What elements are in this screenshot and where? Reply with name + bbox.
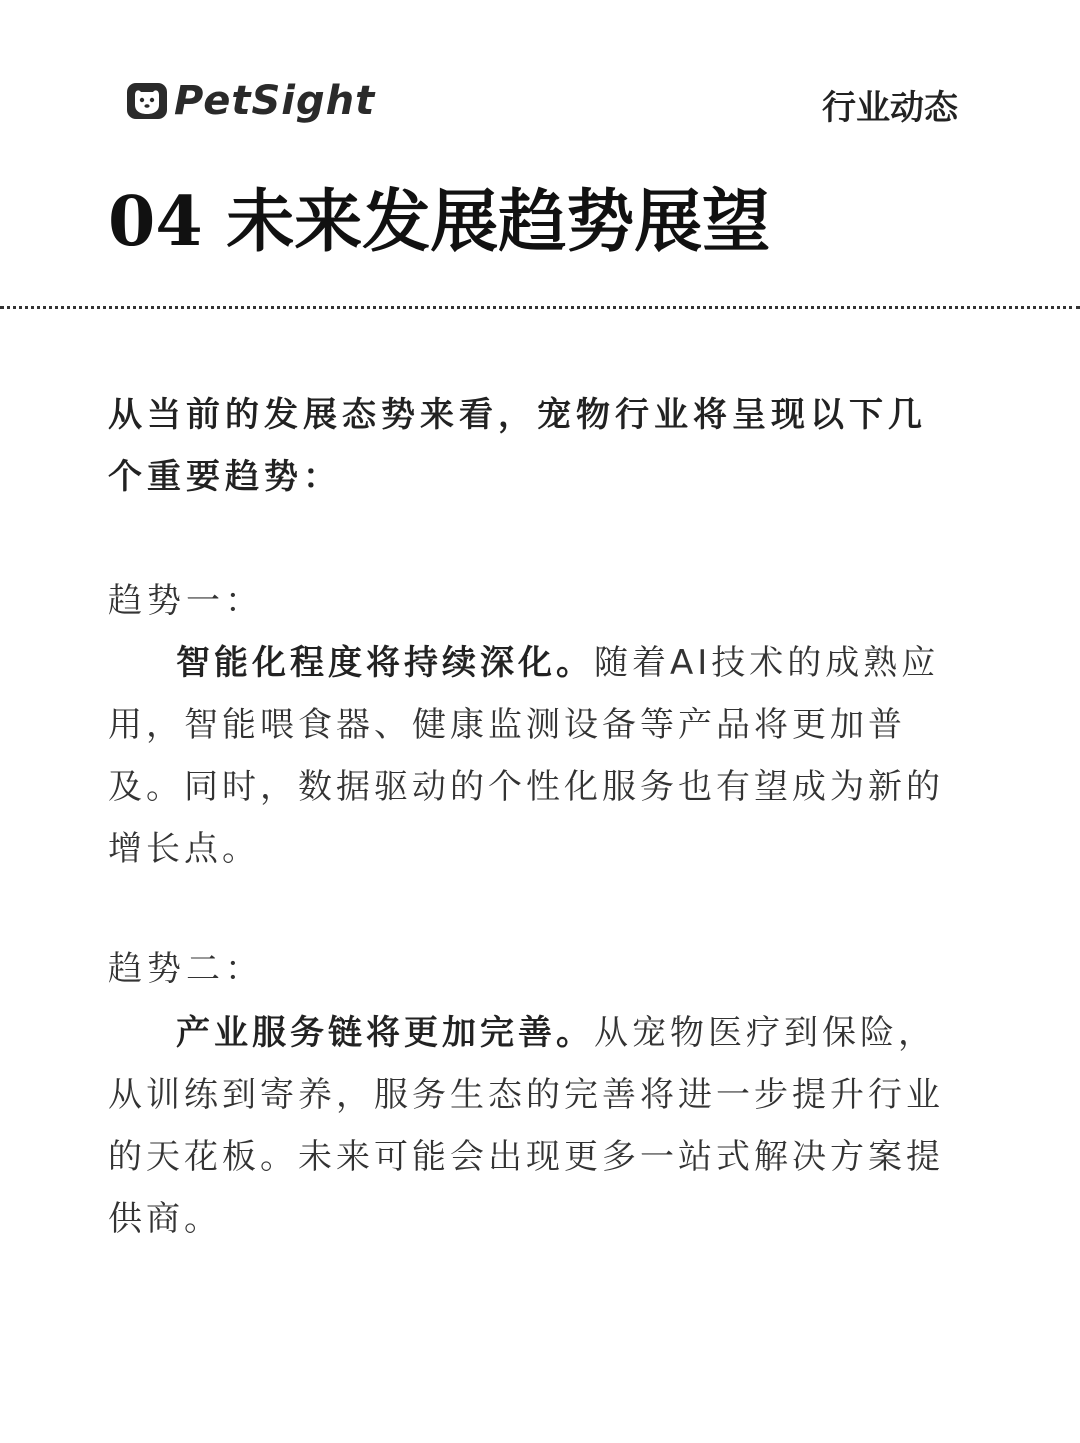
dog-face-icon [126, 80, 168, 122]
trend-1-headline: 智能化程度将持续深化。 [176, 643, 594, 683]
dotted-divider [0, 306, 1080, 309]
page-title: 04 未来发展趋势展望 [108, 182, 771, 262]
trend-1-body: 随着AI技术的成熟应用，智能喂食器、健康监测设备等产品将更加普及。同时，数据驱动的个性化服务也有望成为新的增长点。 [108, 643, 944, 869]
brand-logo [126, 78, 375, 124]
trend-2-paragraph [108, 1002, 968, 1250]
trend-1-paragraph [108, 632, 968, 880]
trend-2-headline: 产业服务链将更加完善。 [176, 1013, 594, 1053]
category-label: 行业动态 [822, 88, 958, 128]
logo-text: PetSight [174, 78, 376, 124]
trend-2-label: 趋势二： [108, 949, 264, 989]
trend-2-body: 从宠物医疗到保险，从训练到寄养，服务生态的完善将进一步提升行业的天花板。未来可能会出现更多一站式解决方案提供商。 [108, 1013, 944, 1239]
intro-paragraph: 从当前的发展态势来看，宠物行业将呈现以下几个重要趋势： [108, 395, 927, 497]
trend-1-label: 趋势一： [108, 581, 264, 621]
